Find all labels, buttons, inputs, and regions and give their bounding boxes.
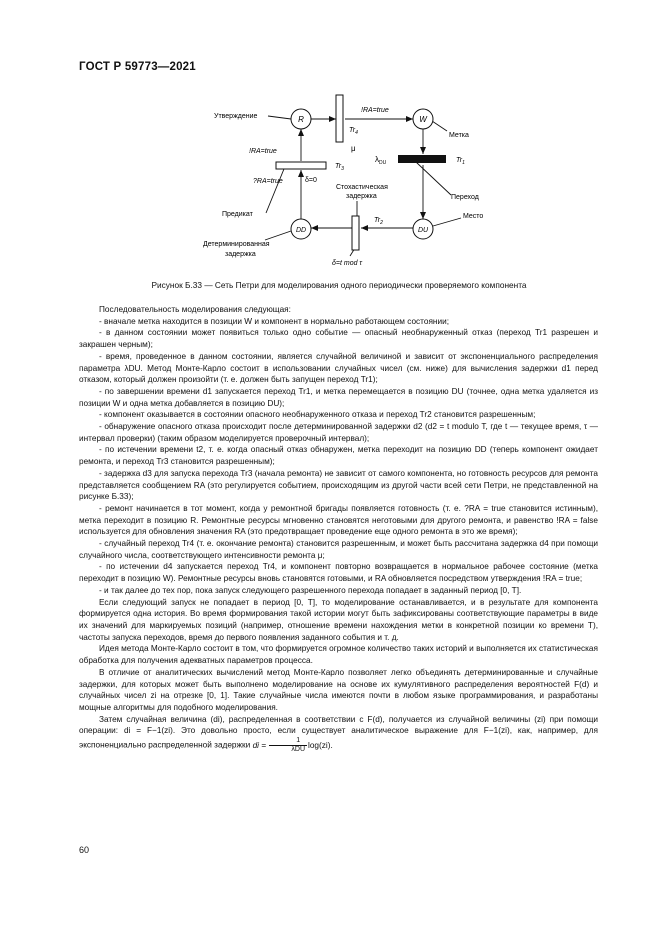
paragraph: - по истечении d4 запускается переход Tr4, и компонент повторно возвращается в нормальное рабочее состояние (метка переходит в позицию W). Ремонтные ресурсы вновь становятся готовыми, и RA обновляется посредством утверждения !RA = true; (79, 562, 598, 584)
label-ra-true-top: !RA=true (361, 107, 389, 114)
paragraph: Последовательность моделирования следующая: (99, 305, 291, 314)
label-delta-mod: δ=t mod τ (332, 260, 363, 267)
place-r-label: R (298, 115, 304, 124)
page-number: 60 (79, 845, 90, 855)
tr2-label: $Tr_2$ (374, 217, 383, 226)
paragraph: - ремонт начинается в тот момент, когда у ремонтной бригады появляется готовность (т. е. ?RA = true становится истинным), метка переходит в позицию R. Ремонтные ресурсы мгновенно становятся неготовыми для другого ремонта, и равенство !RA = false используется для обновления значения RA (это предотвращает проведение еще одного ремонта в это же время); (79, 503, 598, 537)
paragraph: - по истечении времени t2, т. е. когда опасный отказ обнаружен, метка переходит на позицию DD (теперь компонент ожидает ремонта, и переход Tr3 становится разрешенным); (79, 445, 598, 467)
transition-tr2 (352, 216, 359, 250)
transition-tr3 (276, 162, 326, 169)
label-determ-2: задержка (225, 251, 256, 258)
formula-fraction: $\frac{1}{\text{λDU}}$ (269, 737, 307, 754)
place-dd-label: DD (295, 227, 307, 234)
figure-caption: Рисунок Б.33 — Сеть Петри для моделирования одного периодически проверяемого компонента (151, 280, 527, 290)
petri-net-diagram (0, 0, 661, 280)
tr1-label: $Tr_1$ (456, 157, 465, 166)
place-du-label: DU (417, 227, 429, 234)
label-mu: μ (351, 144, 356, 153)
label-mesto: Место (463, 213, 484, 220)
transition-tr4 (336, 95, 343, 142)
formula: di = $\frac{1}{\text{λDU}}$ log(zi). (252, 737, 333, 754)
document-header: ГОСТ Р 59773—2021 (79, 61, 196, 73)
label-lambda: $\lambda_{DU}$ (375, 155, 387, 166)
paragraph: - в данном состоянии может появиться только одно событие — опасный необнаруженный отказ (переход Tr1 разрешен и закрашен черным); (79, 328, 598, 350)
paragraph: - время, проведенное в данном состоянии, является случайной величиной и зависит от экспоненциального распределения параметра λDU. Метод Монте-Карло состоит в использовании случайных чисел (см. ниже) для вычисления задержки d1 перед отказом, который должен произойти (т. е. должен быть запущен переход Tr1); (79, 351, 598, 385)
paragraph: - компонент оказывается в состоянии опасного необнаруженного отказа и переход Tr2 становится разрешенным; (99, 410, 536, 420)
paragraph: Если следующий запуск не попадает в период [0, T], то моделирование останавливается, и в результате для компонента формируется одна история. Во время формирования такой истории могут быть зафиксированы соответствующие параметры в виде их значений для маркируемых позиций (например, отношение времени нахождения метки в конкретной позиции ко времени T), частоты запуска переходов, время до первого появления заданного события и т. д. (79, 597, 598, 642)
paragraph: - случайный переход Tr4 (т. е. окончание ремонта) становится разрешенным, и может быть рассчитана задержка d4 при помощи случайного числа, соответствующего интенсивности ремонта μ; (79, 539, 598, 560)
body-text (79, 304, 598, 754)
place-w-label: W (419, 115, 427, 124)
label-delta-zero: δ=0 (305, 177, 317, 184)
label-stoch-2: задержка (346, 193, 377, 200)
label-utverzhdenie: Утверждение (214, 113, 258, 120)
label-ra-true-left: !RA=true (249, 148, 277, 155)
tr4-label: $Tr_4$ (349, 127, 358, 136)
paragraph-formula-intro (79, 714, 598, 754)
label-determ-1: Детерминированная (203, 241, 270, 248)
paragraph: - по завершении времени d1 запускается переход Tr1, и метка перемещается в позицию DU (точнее, одна метка удаляется из позиции W и одна метка добавляется в позицию DU); (79, 386, 598, 408)
paragraph: В отличие от аналитических вычислений метод Монте-Карло позволяет легко объединять детерминированные и случайные задержки, для которых может быть выполнено моделирование на основе их кумулятивного распределения вероятностей F(d) и случайных чисел zi на отрезке [0, 1]. Такие случайные числа имеются почти в любом языке программирования, и разработаны мощные алгоритмы для подобного моделирования. (79, 667, 598, 712)
paragraph: - вначале метка находится в позиции W и компонент в нормально работающем состоянии; (99, 316, 449, 326)
formula-intro-text: Затем случайная величина (di), распределенная в соответствии с F(d), получается из случайной величины (zi) при помощи операции: di = F−1(zi). Это довольно просто, если существует аналитическое выражение для F−1(zi), как, например, для экспоненциально распределенной задержки (79, 714, 598, 750)
transition-tr1 (398, 155, 446, 163)
label-predikat: Предикат (222, 211, 253, 218)
paragraph: - и так далее до тех пор, пока запуск следующего разрешенного перехода попадает в заданный период [0, T]. (99, 585, 522, 595)
paragraph: - обнаружение опасного отказа происходит после детерминированной задержки d2 (d2 = t modulo T, где t — текущее время, τ — интервал проверки) (таким образом моделируется проверочный интервал); (79, 422, 598, 443)
paragraph: Идея метода Монте-Карло состоит в том, что формируется огромное количество таких историй и выполняется их статистическая обработка для получения адекватных параметров процесса. (79, 644, 598, 666)
label-q-ra-true: ?RA=true (253, 178, 283, 185)
label-metka: Метка (449, 132, 469, 139)
label-stoch-1: Стохастическая (336, 184, 388, 191)
tr3-label: $Tr_3$ (335, 163, 344, 172)
label-perehod: Переход (451, 194, 479, 201)
paragraph: - задержка d3 для запуска перехода Tr3 (начала ремонта) не зависит от самого компонента, но готовность ресурсов для ремонта представляется сообщением RA (это регулируется событием, происходящим из другой части всей сети Петри, не представленной на рисунке Б.33); (79, 468, 598, 502)
